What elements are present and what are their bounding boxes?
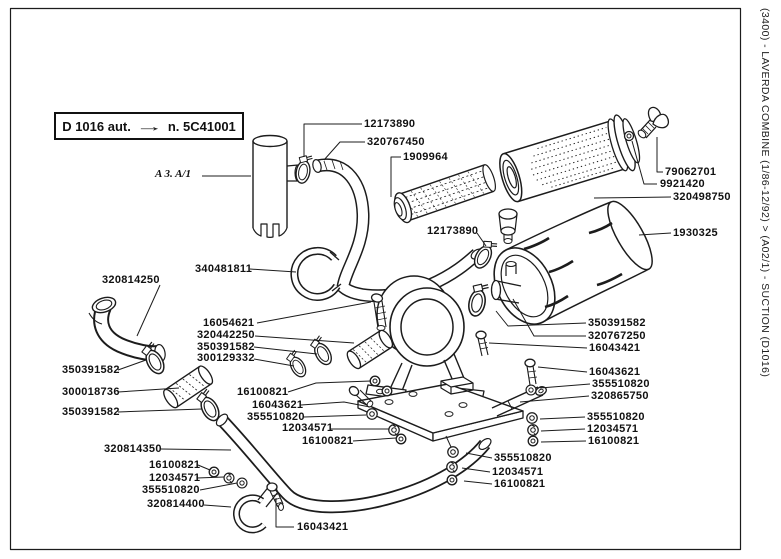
- c-clamp: [294, 251, 341, 297]
- part-label: 355510820: [592, 378, 650, 390]
- wing-bolt: [637, 107, 669, 139]
- part-label: 12034571: [492, 466, 544, 478]
- part-label: 16043621: [252, 399, 304, 411]
- part-label: 320814250: [102, 274, 160, 286]
- bolt-16043621-right: [525, 359, 537, 385]
- part-label: 16043421: [589, 342, 641, 354]
- part-label: 12034571: [149, 472, 201, 484]
- part-label: 12173890: [427, 225, 479, 237]
- bolt-16043421-right: [476, 331, 488, 356]
- part-label: 1909964: [403, 151, 448, 163]
- part-label: 12034571: [282, 422, 334, 434]
- washer-ring: [625, 132, 634, 141]
- inlet-clamp: [467, 280, 491, 318]
- part-label: 9921420: [660, 178, 705, 190]
- part-label: 320814350: [104, 443, 162, 455]
- part-label: 16043621: [589, 366, 641, 378]
- part-label: 1930325: [673, 227, 718, 239]
- part-label: 12173890: [364, 118, 416, 130]
- part-label: 355510820: [494, 452, 552, 464]
- part-label: 350391582: [197, 341, 255, 353]
- serial-code: n. 5C41001: [167, 118, 236, 134]
- catalog-breadcrumb-vertical: (3400) - LAVERDA COMBINE (1/86-12/92) > (A02/1) - SUCTION (D1016): [759, 8, 771, 378]
- part-label: 300018736: [62, 386, 120, 398]
- muffler: [482, 196, 660, 335]
- part-label: 355510820: [587, 411, 645, 423]
- connector-tube: [345, 328, 395, 370]
- part-label: 340481811: [195, 263, 253, 275]
- part-label: 16100821: [237, 386, 289, 398]
- part-label: 79062701: [665, 166, 717, 178]
- part-label: 320814400: [147, 498, 205, 510]
- air-filter-element: [494, 112, 644, 208]
- model-code: D 1016 aut.: [62, 118, 131, 134]
- part-label: 355510820: [142, 484, 200, 496]
- part-label: 16043421: [297, 521, 349, 533]
- part-label: 16100821: [588, 435, 640, 447]
- tube-clamp-a: [307, 333, 335, 367]
- part-label: 350391582: [62, 364, 120, 376]
- part-label: 350391582: [588, 317, 646, 329]
- part-label: 320442250: [197, 329, 255, 341]
- part-label: 320498750: [673, 191, 731, 203]
- flex-hose: [391, 162, 499, 225]
- part-label: 300129332: [197, 352, 255, 364]
- part-label: 16100821: [302, 435, 354, 447]
- part-label: 320767250: [588, 330, 646, 342]
- reference-label: A 3. A/1: [155, 168, 191, 180]
- arrow-icon: →: [135, 118, 164, 134]
- model-code-box: [54, 112, 244, 140]
- part-label: 16100821: [494, 478, 546, 490]
- part-label: 16100821: [149, 459, 201, 471]
- part-label: 12034571: [587, 423, 639, 435]
- part-label: 350391582: [62, 406, 120, 418]
- part-label: 355510820: [247, 411, 305, 423]
- part-label: 320865750: [591, 390, 649, 402]
- part-label: 16054621: [203, 317, 255, 329]
- part-label: 320767450: [367, 136, 425, 148]
- hose-clamp-1: [294, 152, 313, 184]
- intake-pipe: [253, 136, 301, 238]
